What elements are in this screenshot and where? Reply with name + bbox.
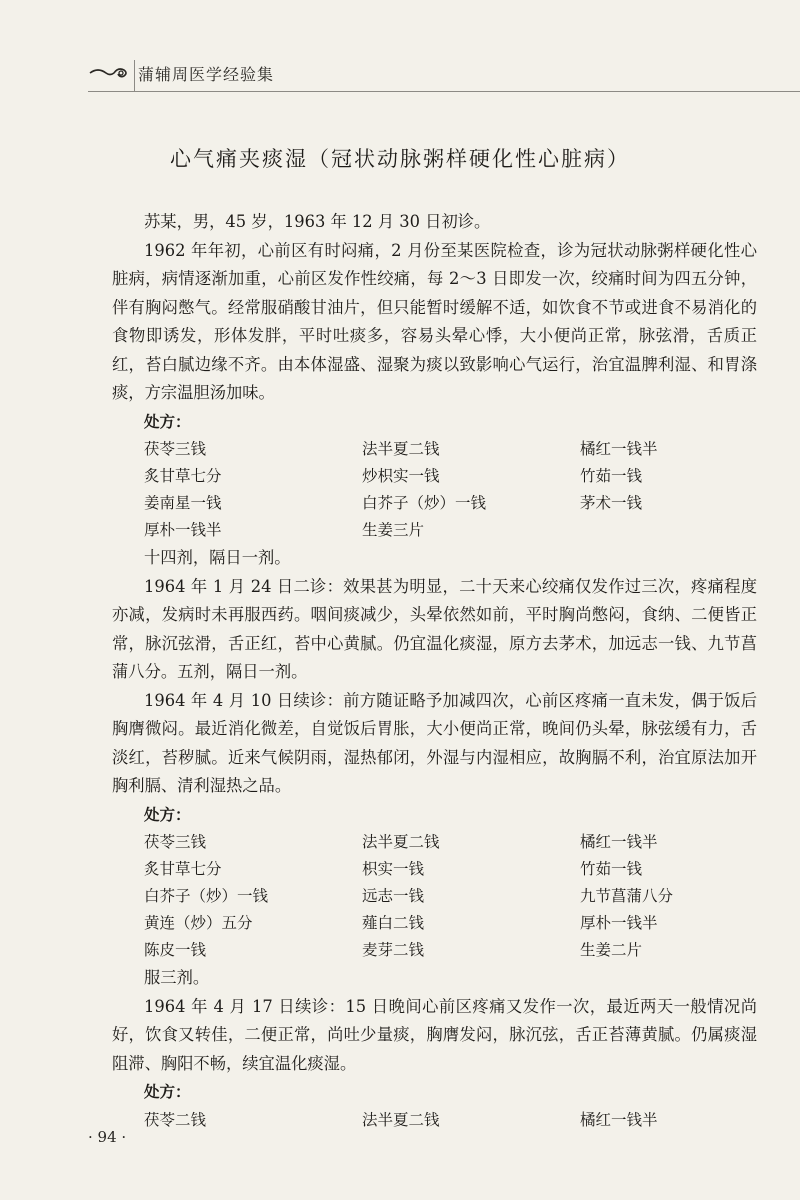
herb-item: 茯苓二钱 <box>144 1110 207 1129</box>
paragraph-second-visit: 1964 年 1 月 24 日二诊：效果甚为明显，二十天来心绞痛仅发作过三次，疼痛程度亦减，发病时未再服西药。咽间痰减少，头晕依然如前，平时胸尚憋闷，食纳、二便皆正常，脉沉弦滑，舌正红，苔中心黄腻。仍宜温化痰湿，原方去茅术，加远志一钱、九节菖蒲八分。五剂，隔日一剂。 <box>112 576 757 681</box>
herb-item: 白芥子（炒）一钱 <box>362 494 487 512</box>
prescription-list <box>112 1107 757 1134</box>
book-title: 蒲辅周医学经验集 <box>138 64 275 84</box>
herb-item: 黄连（炒）五分 <box>144 914 253 932</box>
herb-item: 麦芽二钱 <box>362 941 425 959</box>
herb-item: 炒枳实一钱 <box>362 467 440 485</box>
prescription-heading: 处方： <box>144 411 191 431</box>
herb-item: 法半夏二钱 <box>362 440 440 458</box>
paragraph-first-visit: 苏某，男，45 岁，1963 年 12 月 30 日初诊。 <box>144 212 491 231</box>
herb-item: 厚朴一钱半 <box>580 914 658 932</box>
herb-item: 炙甘草七分 <box>144 467 222 485</box>
herb-item: 白芥子（炒）一钱 <box>144 887 269 905</box>
running-header <box>88 58 274 88</box>
herb-item: 枳实一钱 <box>362 860 425 878</box>
dosage-note: 十四剂，隔日一剂。 <box>144 548 291 567</box>
herb-item: 生姜二片 <box>580 941 643 959</box>
herb-item: 法半夏二钱 <box>362 833 440 851</box>
article-body <box>112 208 757 1134</box>
herb-item: 生姜三片 <box>362 521 425 539</box>
herb-item: 远志一钱 <box>362 887 425 905</box>
herb-item: 薤白二钱 <box>362 914 425 932</box>
header-vertical-rule <box>134 60 135 91</box>
herb-item: 炙甘草七分 <box>144 860 222 878</box>
header-rule <box>88 91 800 92</box>
herb-item: 橘红一钱半 <box>580 1110 658 1129</box>
herb-item: 陈皮一钱 <box>144 941 207 959</box>
paragraph-history: 1962 年年初，心前区有时闷痛，2 月份至某医院检查，诊为冠状动脉粥样硬化性心脏病，病情逐渐加重，心前区发作性绞痛，每 2～3 日即发一次，绞痛时间为四五分钟，伴有胸闷憋气。经常服硝酸甘油片，但只能暂时缓解不适，如饮食不节或进食不易消化的食物即诱发，形体发胖，平时吐痰多，容易头晕心悸，大小便尚正常，脉弦滑，舌质正红，苔白腻边缘不齐。由本体湿盛、湿聚为痰以致影响心气运行，治宜温脾利湿、和胃涤痰，方宗温胆汤加味。 <box>112 240 757 402</box>
prescription-heading: 处方： <box>144 804 191 824</box>
article-title: 心气痛夹痰湿（冠状动脉粥样硬化性心脏病） <box>170 147 630 171</box>
paragraph-follow-up-april-10: 1964 年 4 月 10 日续诊：前方随证略予加减四次，心前区疼痛一直未发，偶于饭后胸膺微闷。最近消化微差，自觉饭后胃胀，大小便尚正常，晚间仍头晕，脉弦缓有力，舌淡红，苔秽腻。近来气候阴雨，湿热郁闭，外湿与内湿相应，故胸膈不利，治宜原法加开胸利膈、清利湿热之品。 <box>112 690 757 795</box>
cloud-ornament-icon <box>88 63 130 83</box>
page-number: · 94 · <box>88 1128 127 1146</box>
paragraph-follow-up-april-17: 1964 年 4 月 17 日续诊：15 日晚间心前区疼痛又发作一次，最近两天一般情况尚好，饮食又转佳，二便正常，尚吐少量痰，胸膺发闷，脉沉弦，舌正苔薄黄腻。仍属痰湿阻滞、胸阳不畅，续宜温化痰湿。 <box>112 996 757 1073</box>
prescription-list <box>112 436 757 544</box>
herb-item: 竹茹一钱 <box>580 467 643 485</box>
herb-item: 橘红一钱半 <box>580 440 658 458</box>
herb-item: 茅术一钱 <box>580 494 643 512</box>
herb-item: 橘红一钱半 <box>580 833 658 851</box>
herb-item: 姜南星一钱 <box>144 494 222 512</box>
herb-item: 法半夏二钱 <box>362 1110 440 1129</box>
herb-item: 茯苓三钱 <box>144 440 207 458</box>
herb-item: 竹茹一钱 <box>580 860 643 878</box>
prescription-heading: 处方： <box>144 1082 191 1101</box>
herb-item: 茯苓三钱 <box>144 833 207 851</box>
prescription-list <box>112 829 757 964</box>
herb-item: 九节菖蒲八分 <box>580 887 674 905</box>
dosage-note: 服三剂。 <box>144 968 210 987</box>
herb-item: 厚朴一钱半 <box>144 521 222 539</box>
